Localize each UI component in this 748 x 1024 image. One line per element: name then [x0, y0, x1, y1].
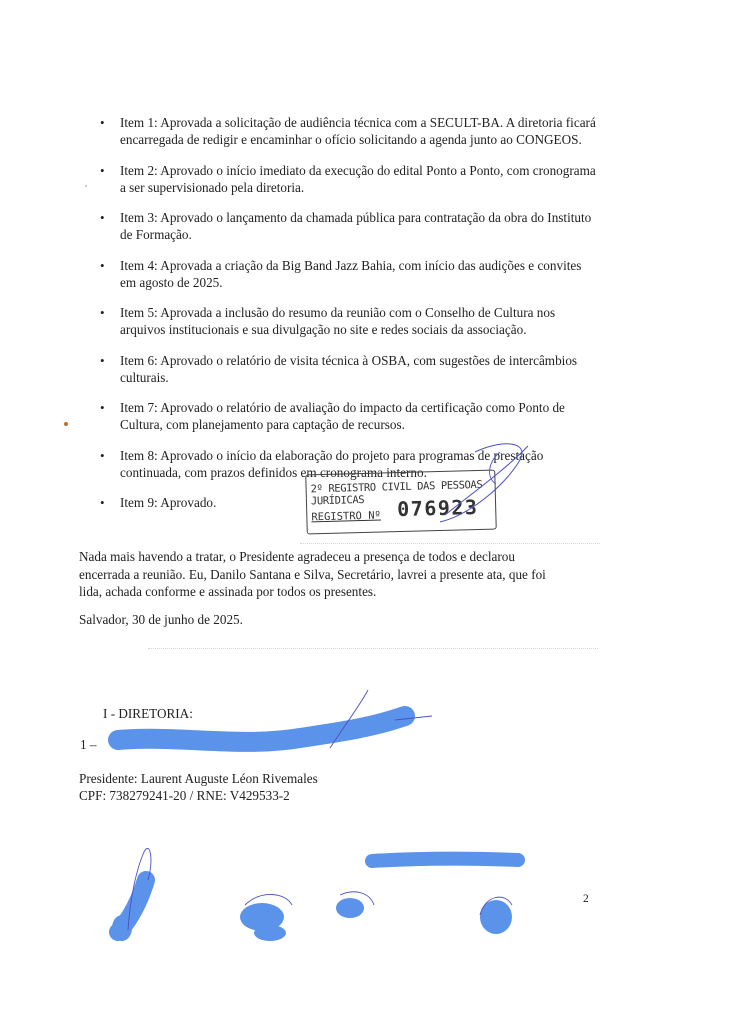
- stamp-label: REGISTRO Nº: [311, 509, 382, 524]
- item-text: Item 5: Aprovada a inclusão do resumo da reunião com o Conselho de Cultura nos arquivos institucionais e sua divulgação no site e redes sociais da associação.: [120, 305, 556, 337]
- date-line: Salvador, 30 de junho de 2025.: [79, 612, 243, 627]
- stamp-title: 2º REGISTRO CIVIL DAS PESSOAS JURÍDICAS: [310, 478, 483, 508]
- bullet-icon: •: [100, 162, 105, 178]
- item-text: Item 6: Aprovado o relatório de visita técnica à OSBA, com sugestões de intercâmbios culturais.: [120, 352, 578, 385]
- item-text: Item 7: Aprovado o relatório de avaliação do impacto da certificação como Ponto de Cultura, com planejamento para captação de recursos.: [120, 400, 565, 432]
- signature-stroke-icon: [490, 452, 500, 484]
- president-name: Presidente: Laurent Auguste Léon Rivemales: [79, 771, 318, 786]
- signature-stroke-icon: [245, 894, 292, 905]
- president-ids: CPF: 738279241-20 / RNE: V429533-2: [79, 788, 290, 803]
- item-text: Item 2: Aprovado o início imediato da execução do edital Ponto a Ponto, com cronograma a ser supervisionado pela diretoria.: [120, 162, 596, 195]
- scan-speck-icon: [85, 185, 87, 187]
- signature-stroke-icon: [440, 444, 528, 522]
- redaction-mark-icon: [254, 925, 286, 941]
- bullet-icon: •: [100, 495, 105, 510]
- scan-speck-icon: [64, 422, 68, 426]
- item-text: Item 4: Aprovada a criação da Big Band Jazz Bahia, com início das audições e convites em agosto de 2025.: [120, 257, 582, 290]
- stamp-number: 076923: [396, 494, 479, 522]
- section-title: I - DIRETORIA:: [103, 706, 193, 721]
- item-text: Item 1: Aprovada a solicitação de audiência técnica com a SECULT-BA. A diretoria ficará encarregada de redigir e encaminhar o ofício solicitando a agenda junto ao CONGEOS.: [120, 115, 596, 147]
- item-text: Item 8: Aprovado o início da elaboração do projeto para programas de prestação continuada, com prazos definidos em cronograma interno.: [120, 447, 544, 480]
- page-number: 2: [583, 893, 589, 905]
- bullet-icon: •: [100, 352, 105, 368]
- redaction-mark-icon: [372, 859, 518, 861]
- bullet-icon: •: [100, 115, 105, 130]
- redaction-mark-icon: [336, 898, 364, 918]
- bullet-icon: •: [100, 305, 105, 320]
- item-text: Item 3: Aprovado o lançamento da chamada pública para contratação da obra do Instituto de Formação.: [120, 210, 592, 242]
- bullet-icon: •: [100, 210, 105, 225]
- bullet-icon: •: [100, 400, 105, 415]
- item-text: Item 9: Aprovado.: [120, 495, 217, 510]
- bullet-icon: •: [100, 257, 105, 273]
- redaction-mark-icon: [118, 716, 405, 742]
- signature-number: 1 –: [80, 737, 97, 752]
- bullet-icon: •: [100, 447, 105, 463]
- closing-paragraph: Nada mais havendo a tratar, o Presidente agradeceu a presença de todos e declarou encerrada a reunião. Eu, Danilo Santana e Silva, Secretário, lavrei a presente ata, que foi lida, achada conforme e assinada por todos os presentes.: [79, 549, 546, 599]
